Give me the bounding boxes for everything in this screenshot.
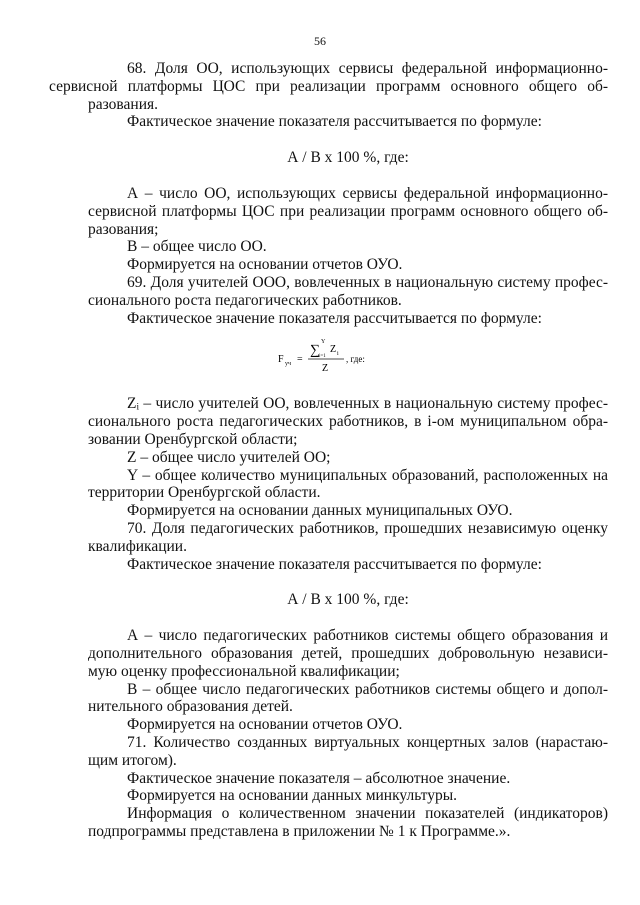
item-68-calc-intro: Фактическое значение показателя рассчитывается по формуле: (127, 113, 542, 131)
page-number: 56 (314, 34, 326, 48)
formula-equals: = (297, 354, 303, 366)
formula-sum-upper: Y (321, 339, 326, 346)
item-69-calc-intro: Фактическое значение показателя рассчитывается по формуле: (127, 309, 542, 327)
item-69-title: 69. Доля учителей ООО, вовлеченных в национальную систему профес- сионального роста педагогических работников. (88, 273, 608, 309)
formula-denominator: Z (322, 363, 329, 375)
formula-sum-lower: i=1 (319, 354, 326, 360)
formula-sum-sign: ∑ (310, 343, 320, 359)
formula-term: Z (330, 344, 337, 356)
item-70-calc-intro: Фактическое значение показателя рассчитывается по формуле: (127, 555, 542, 573)
item-69-source: Формируется на основании данных муниципальных ОУО. (127, 502, 513, 520)
item-70-title: 70. Доля педагогических работников, прошедших независимую оценку квалификации. (88, 519, 608, 555)
item-71-calc-intro: Фактическое значение показателя – абсолютное значение. (127, 769, 511, 787)
item-68-def-a: А – число ОО, использующих сервисы федеральной информационно- сервисной платформы ЦОС при реализации программ основного общего об- разования; (88, 184, 608, 238)
item-71-source: Формируется на основании данных минкультуры. (127, 787, 458, 805)
item-68-formula: А / В х 100 %, где: (287, 149, 409, 167)
item-70-formula: А / В х 100 %, где: (287, 591, 409, 609)
item-70-def-a: А – число педагогических работников системы общего образования и дополнительного образования детей, прошедших добровольную независи- мую оценку профессиональной квалификации; (88, 627, 608, 680)
formula-tail: , где: (346, 354, 365, 365)
item-69-formula (88, 329, 608, 389)
item-68-source: Формируется на основании отчетов ОУО. (127, 256, 403, 274)
item-69-def-y: Y – общее количество муниципальных образований, расположенных на территории Оренбургской области. (88, 466, 608, 502)
formula-term-sub: i (337, 351, 339, 358)
document-body (49, 60, 608, 841)
item-70-def-b: В – общее число педагогических работников системы общего и допол- нительного образования детей. (88, 680, 608, 716)
item-71-title: 71. Количество созданных виртуальных концертных залов (нарастаю- щим итогом). (88, 733, 608, 769)
formula-graphic (276, 335, 416, 381)
item-69-def-z: Z – общее число учителей ОО; (127, 448, 331, 466)
item-69-def-z-i: Zᵢ – число учителей ОО, вовлеченных в национальную систему профес- сионального роста педагогических работников, в i-ом муниципальном обра- зовании Оренбургской области; (88, 395, 608, 448)
item-70-source: Формируется на основании отчетов ОУО. (127, 716, 403, 734)
formula-lhs-sub: уч (285, 361, 292, 368)
formula-lhs: F (278, 354, 284, 366)
item-68-title: 68. Доля ОО, использующих сервисы федеральной информационно- сервисной платформы ЦОС при реализации программ основного общего об- разования. (49, 60, 608, 113)
item-68-def-b: В – общее число ОО. (127, 238, 267, 256)
closing-paragraph: Информация о количественном значении показателей (индикаторов) подпрограммы представлена в приложении № 1 к Программе.». (88, 805, 608, 840)
